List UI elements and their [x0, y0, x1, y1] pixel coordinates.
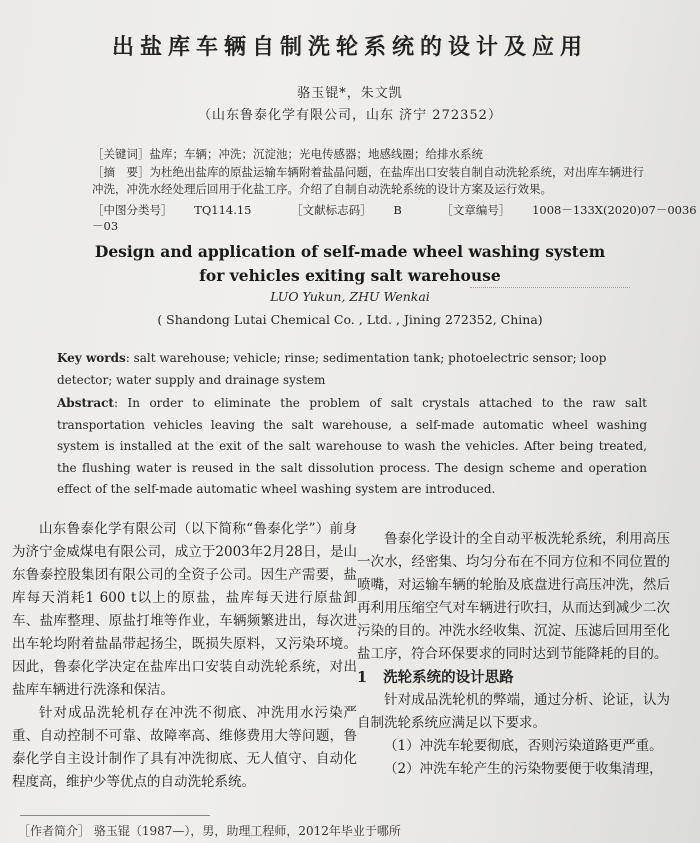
keywords-cn-label: ［关键词］ [92, 147, 150, 161]
class-code [92, 203, 270, 217]
section-number: 1 [357, 669, 368, 686]
classification-line [92, 202, 700, 234]
keywords-en-label: Key words [57, 351, 126, 365]
doc-code [291, 203, 420, 217]
section-heading [357, 666, 670, 689]
body-paragraph: 山东鲁泰化学有限公司（以下简称“鲁泰化学”）前身为济宁金威煤电有限公司，成立于2003年2月28日，是山东鲁泰控股集团有限公司的全资子公司。因生产需要，盐库每天消耗1 600 t以上的原盐，盐库每天进行原盐卸车、盐库整理、原盐打堆等作业，车辆频繁进出，每次进出车轮均附着盐晶带起扬尘，既损失原料，又污染环境。因此，鲁泰化学决定在盐库出口安装自动洗轮系统，对出盐库车辆进行洗涤和保洁。 [12, 521, 357, 698]
footnote-rule [20, 815, 210, 816]
article-no-label: ［文章编号］ [441, 203, 511, 217]
title-en-line1: Design and application of self-made wheel washing system [94, 242, 606, 261]
class-label: ［中图分类号］ [92, 203, 173, 217]
doc-code-label: ［文献标志码］ [291, 203, 372, 217]
keywords-en [57, 347, 647, 391]
keywords-en-text: : salt warehouse; vehicle; rinse; sedimentation tank; photoelectric sensor; loop detector; water supply and drainage system [57, 351, 607, 387]
divider [470, 287, 630, 288]
title-en-line2: for vehicles exiting salt warehouse [199, 266, 501, 285]
requirement-item: （2）冲洗车轮产生的污染物要便于收集清理， [384, 761, 663, 777]
body-right-column [357, 528, 670, 781]
paper-title-cn: 出盐库车辆自制洗轮系统的设计及应用 [111, 34, 588, 60]
abstract-cn-label: ［摘 要］ [92, 165, 150, 179]
abstract-en-text: : In order to eliminate the problem of salt crystals attached to the raw salt transportation vehicles leaving the salt warehouse, a self-made automatic wheel washing system is installed at the exit of the salt warehouse to wash the vehicles. After being treated, the flushing water is reused in the salt dissolution process. The design scheme and operation effect of the self-made automatic wheel washing system are introduced. [57, 396, 647, 496]
body-left-column [12, 518, 357, 794]
article-no-value: 1008－133X(2020)07－0036－03 [92, 203, 697, 233]
abstract-en [57, 393, 647, 501]
abstract-cn [92, 164, 652, 198]
abstract-cn-text: 为杜绝出盐库的原盐运输车辆附着盐晶问题，在盐库出口安装自制自动洗轮系统，对出库车辆进行冲洗，冲洗水经处理后回用于化盐工序。介绍了自制自动洗轮系统的设计方案及运行效果。 [92, 165, 644, 196]
authors-en: LUO Yukun, ZHU Wenkai [270, 289, 430, 304]
affiliation-cn: （山东鲁泰化学有限公司，山东 济宁 272352） [198, 108, 502, 123]
abstract-en-label: Abstract [57, 396, 114, 410]
authors-cn: 骆玉锟*，朱文凯 [297, 86, 403, 101]
affiliation-en: ( Shandong Lutai Chemical Co. , Ltd. , Jining 272352, China) [157, 312, 543, 327]
requirement-item: （1）冲洗车轮要彻底，否则污染道路更严重。 [384, 738, 663, 754]
body-paragraph: 针对成品洗轮机的弊端，通过分析、论证，认为自制洗轮系统应满足以下要求。 [357, 692, 670, 731]
paper-title-en [0, 240, 700, 288]
doc-code-value: B [393, 203, 402, 217]
class-value: TQ114.15 [194, 203, 252, 217]
body-paragraph: 鲁泰化学设计的全自动平板洗轮系统，利用高压一次水，经密集、均匀分布在不同方位和不同位置的喷嘴，对运输车辆的轮胎及底盘进行高压冲洗，然后再利用压缩空气对车辆进行吹扫，从而达到减少二次污染的目的。冲洗水经收集、沉淀、压滤后回用至化盐工序，符合环保要求的同时达到节能降耗的目的。 [357, 531, 670, 662]
keywords-cn-text: 盐库；车辆；冲洗；沉淀池；光电传感器；地感线圈；给排水系统 [149, 147, 483, 161]
section-title: 洗轮系统的设计思路 [383, 669, 514, 686]
body-paragraph: 针对成品洗轮机存在冲洗不彻底、冲洗用水污染严重、自动控制不可靠、故障率高、维修费用大等问题，鲁泰化学自主设计制作了具有冲洗彻底、无人值守、自动化程度高，维护少等优点的自动洗轮系统。 [12, 705, 357, 790]
author-footnote: ［作者简介］ 骆玉锟（1987—），男，助理工程师，2012年毕业于哪所 [18, 824, 401, 838]
keywords-cn [92, 146, 483, 163]
